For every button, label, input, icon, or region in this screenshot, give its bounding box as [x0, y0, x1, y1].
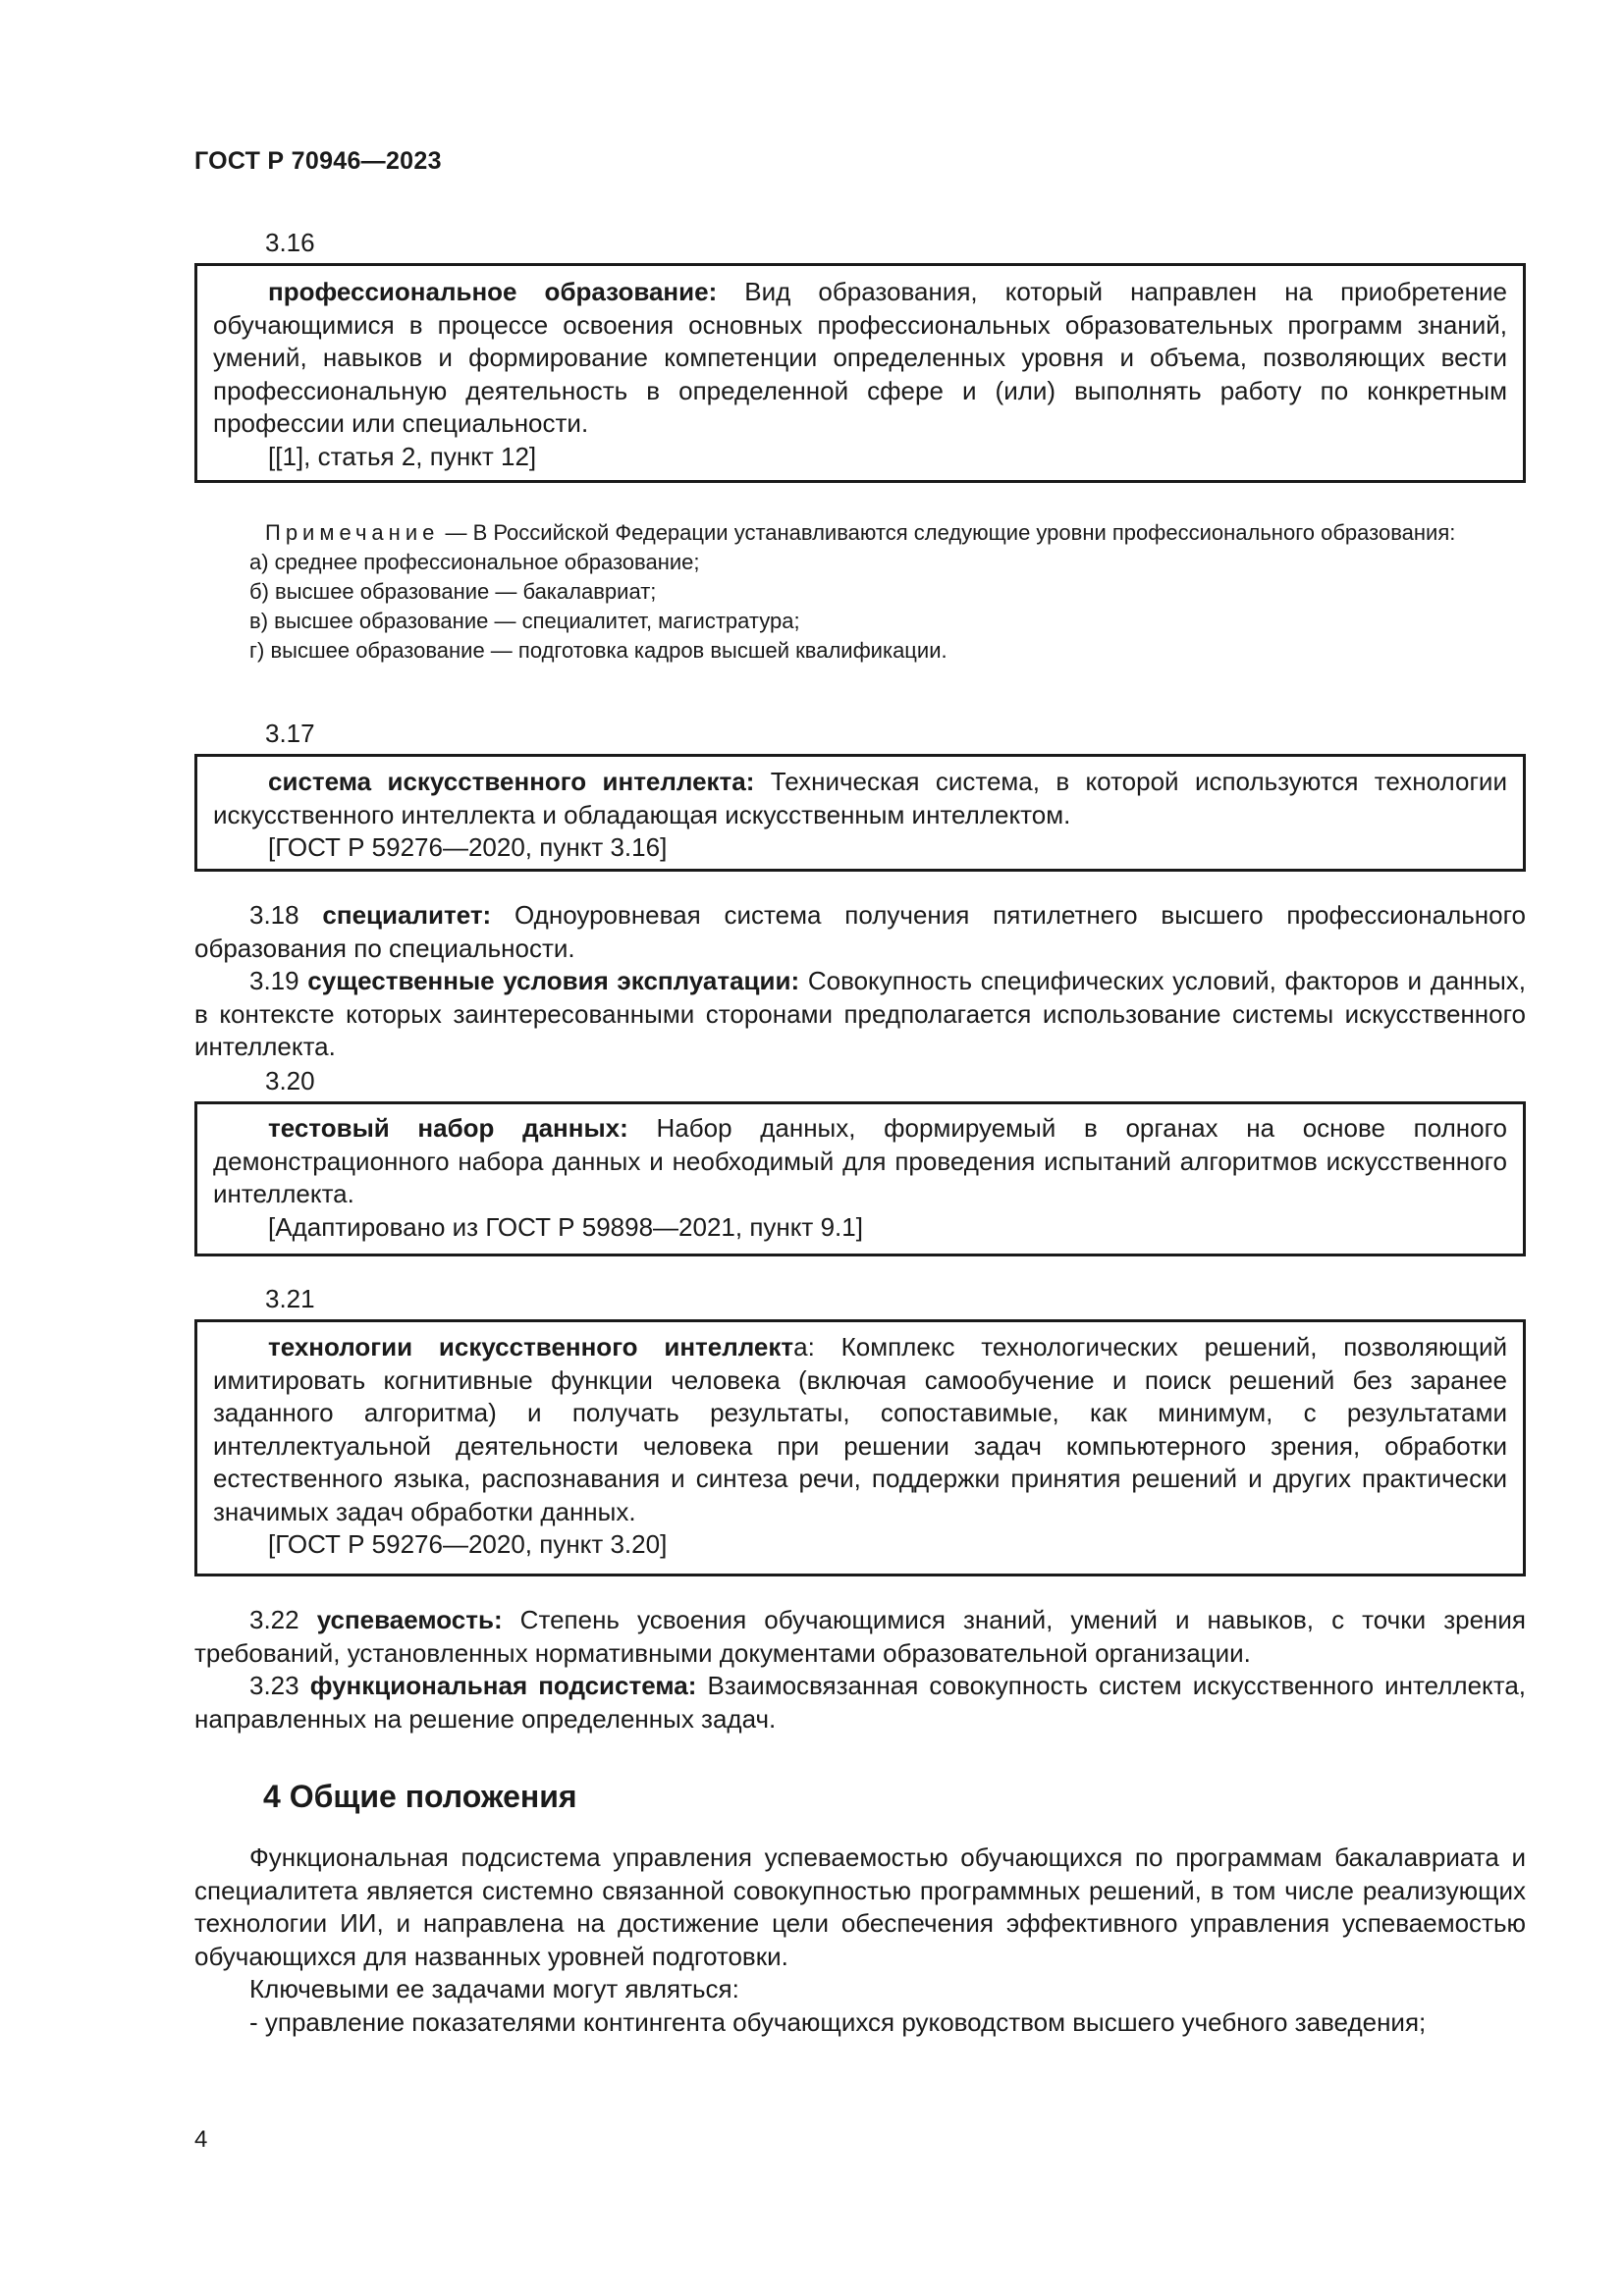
- term-definition: [213, 766, 1507, 831]
- page-number: 4: [194, 2126, 208, 2153]
- term-3-18: [194, 899, 1526, 965]
- term-number: 3.20: [265, 1066, 315, 1095]
- term-number: 3.22: [249, 1605, 317, 1634]
- terms-3-18-3-19: [194, 899, 1526, 1064]
- term-number: 3.17: [265, 719, 315, 748]
- term-3-19: [194, 965, 1526, 1064]
- term-name: успеваемость:: [316, 1605, 503, 1634]
- term-definition-text: Степень усвоения обучающимися знаний, умений и навыков, с точки зрения требований, установленных нормативными документами образовательной организации.: [194, 1605, 1526, 1668]
- term-name: существенные условия эксплуатации:: [307, 966, 800, 995]
- term-number: 3.18: [249, 900, 323, 930]
- term-3-23: [194, 1670, 1526, 1735]
- term-definition-text: Комплекс технологических решений, позволяющий имитировать когнитивные функции человека (включая самообучение и поиск решений без заранее заданного алгоритма) и получать результаты, сопоставимые, как минимум, с результатами интеллектуальной деятельности человека при решении задач компьютерного зрения, обработки естественного языка, распознавания и синтеза речи, поддержки принятия решений и других практически значимых задач обработки данных.: [213, 1332, 1507, 1526]
- term-name: профессиональное образование:: [268, 277, 718, 306]
- term-name: система искусственного интеллекта:: [268, 767, 755, 796]
- note-item: в) высшее образование — специалитет, магистратура;: [249, 609, 800, 633]
- term-number: 3.16: [265, 228, 315, 257]
- term-box-3-16: [194, 263, 1526, 483]
- document-header: ГОСТ Р 70946—2023: [194, 147, 442, 175]
- section-4-body: [194, 1842, 1526, 2039]
- term-box-3-17: [194, 754, 1526, 872]
- term-source: [ГОСТ Р 59276—2020, пункт 3.16]: [268, 832, 668, 862]
- term-definition-text: Вид образования, который направлен на приобретение обучающимися в процессе освоения основных профессиональных образовательных программ знаний, умений, навыков и формирование компетенции определенных уровня и объема, позволяющих вести профессиональную деятельность в определенной сфере и (или) выполнять работу по конкретным профессии или специальности.: [213, 277, 1507, 438]
- note-item: а) среднее профессиональное образование;: [249, 550, 700, 574]
- note-item: г) высшее образование — подготовка кадров высшей квалификации.: [249, 638, 947, 663]
- term-source: [Адаптировано из ГОСТ Р 59898—2021, пункт 9.1]: [268, 1211, 863, 1242]
- term-definition-text: Взаимосвязанная совокупность систем искусственного интеллекта, направленных на решение определенных задач.: [194, 1671, 1526, 1734]
- note-block: [194, 518, 1526, 666]
- note-body: — В Российской Федерации устанавливаются следующие уровни профессионального образования:: [439, 520, 1456, 545]
- term-number: 3.19: [249, 966, 308, 995]
- paragraph: - управление показателями контингента обучающихся руководством высшего учебного заведения;: [249, 2006, 1427, 2037]
- term-number: 3.23: [249, 1671, 310, 1700]
- term-definition: [213, 1331, 1507, 1528]
- term-source: [ГОСТ Р 59276—2020, пункт 3.20]: [268, 1529, 668, 1559]
- term-definition: [213, 276, 1507, 441]
- paragraph: Функциональная подсистема управления успеваемостью обучающихся по программам бакалавриата и специалитета является системно связанной совокупностью программных решений, в том числе реализующих технологии ИИ, и направлена на достижение цели обеспечения эффективного управления успеваемостью обучающихся для названных уровней подготовки.: [194, 1842, 1526, 1971]
- term-name: технологии искусственного интеллект: [268, 1332, 794, 1362]
- paragraph: Ключевыми ее задачами могут являться:: [249, 1974, 739, 2003]
- term-name: тестовый набор данных:: [268, 1113, 628, 1143]
- term-number: 3.21: [265, 1284, 315, 1313]
- terms-3-22-3-23: [194, 1604, 1526, 1735]
- term-3-22: [194, 1604, 1526, 1670]
- term-name-tail: а:: [793, 1332, 815, 1362]
- term-box-3-21: [194, 1319, 1526, 1576]
- term-definition-text: Техническая система, в которой используются технологии искусственного интеллекта и обладающая искусственным интеллектом.: [213, 767, 1507, 829]
- note-text: [194, 518, 1526, 548]
- term-box-3-20: [194, 1101, 1526, 1256]
- section-title: 4 Общие положения: [263, 1779, 577, 1814]
- term-source: [[1], статья 2, пункт 12]: [268, 441, 537, 471]
- term-definition-text: Совокупность специфических условий, факторов и данных, в контексте которых заинтересованными сторонами предполагается использование системы искусственного интеллекта.: [194, 966, 1527, 1061]
- term-name: специалитет:: [322, 900, 492, 930]
- note-label: Примечание: [265, 520, 440, 545]
- term-definition-text: Набор данных, формируемый в органах на основе полного демонстрационного набора данных и необходимый для проведения испытаний алгоритмов искусственного интеллекта.: [213, 1113, 1507, 1208]
- term-definition: [213, 1112, 1507, 1211]
- term-name: функциональная подсистема:: [309, 1671, 697, 1700]
- note-item: б) высшее образование — бакалавриат;: [249, 579, 657, 604]
- term-definition-text: Одноуровневая система получения пятилетнего высшего профессионального образования по специальности.: [194, 900, 1526, 963]
